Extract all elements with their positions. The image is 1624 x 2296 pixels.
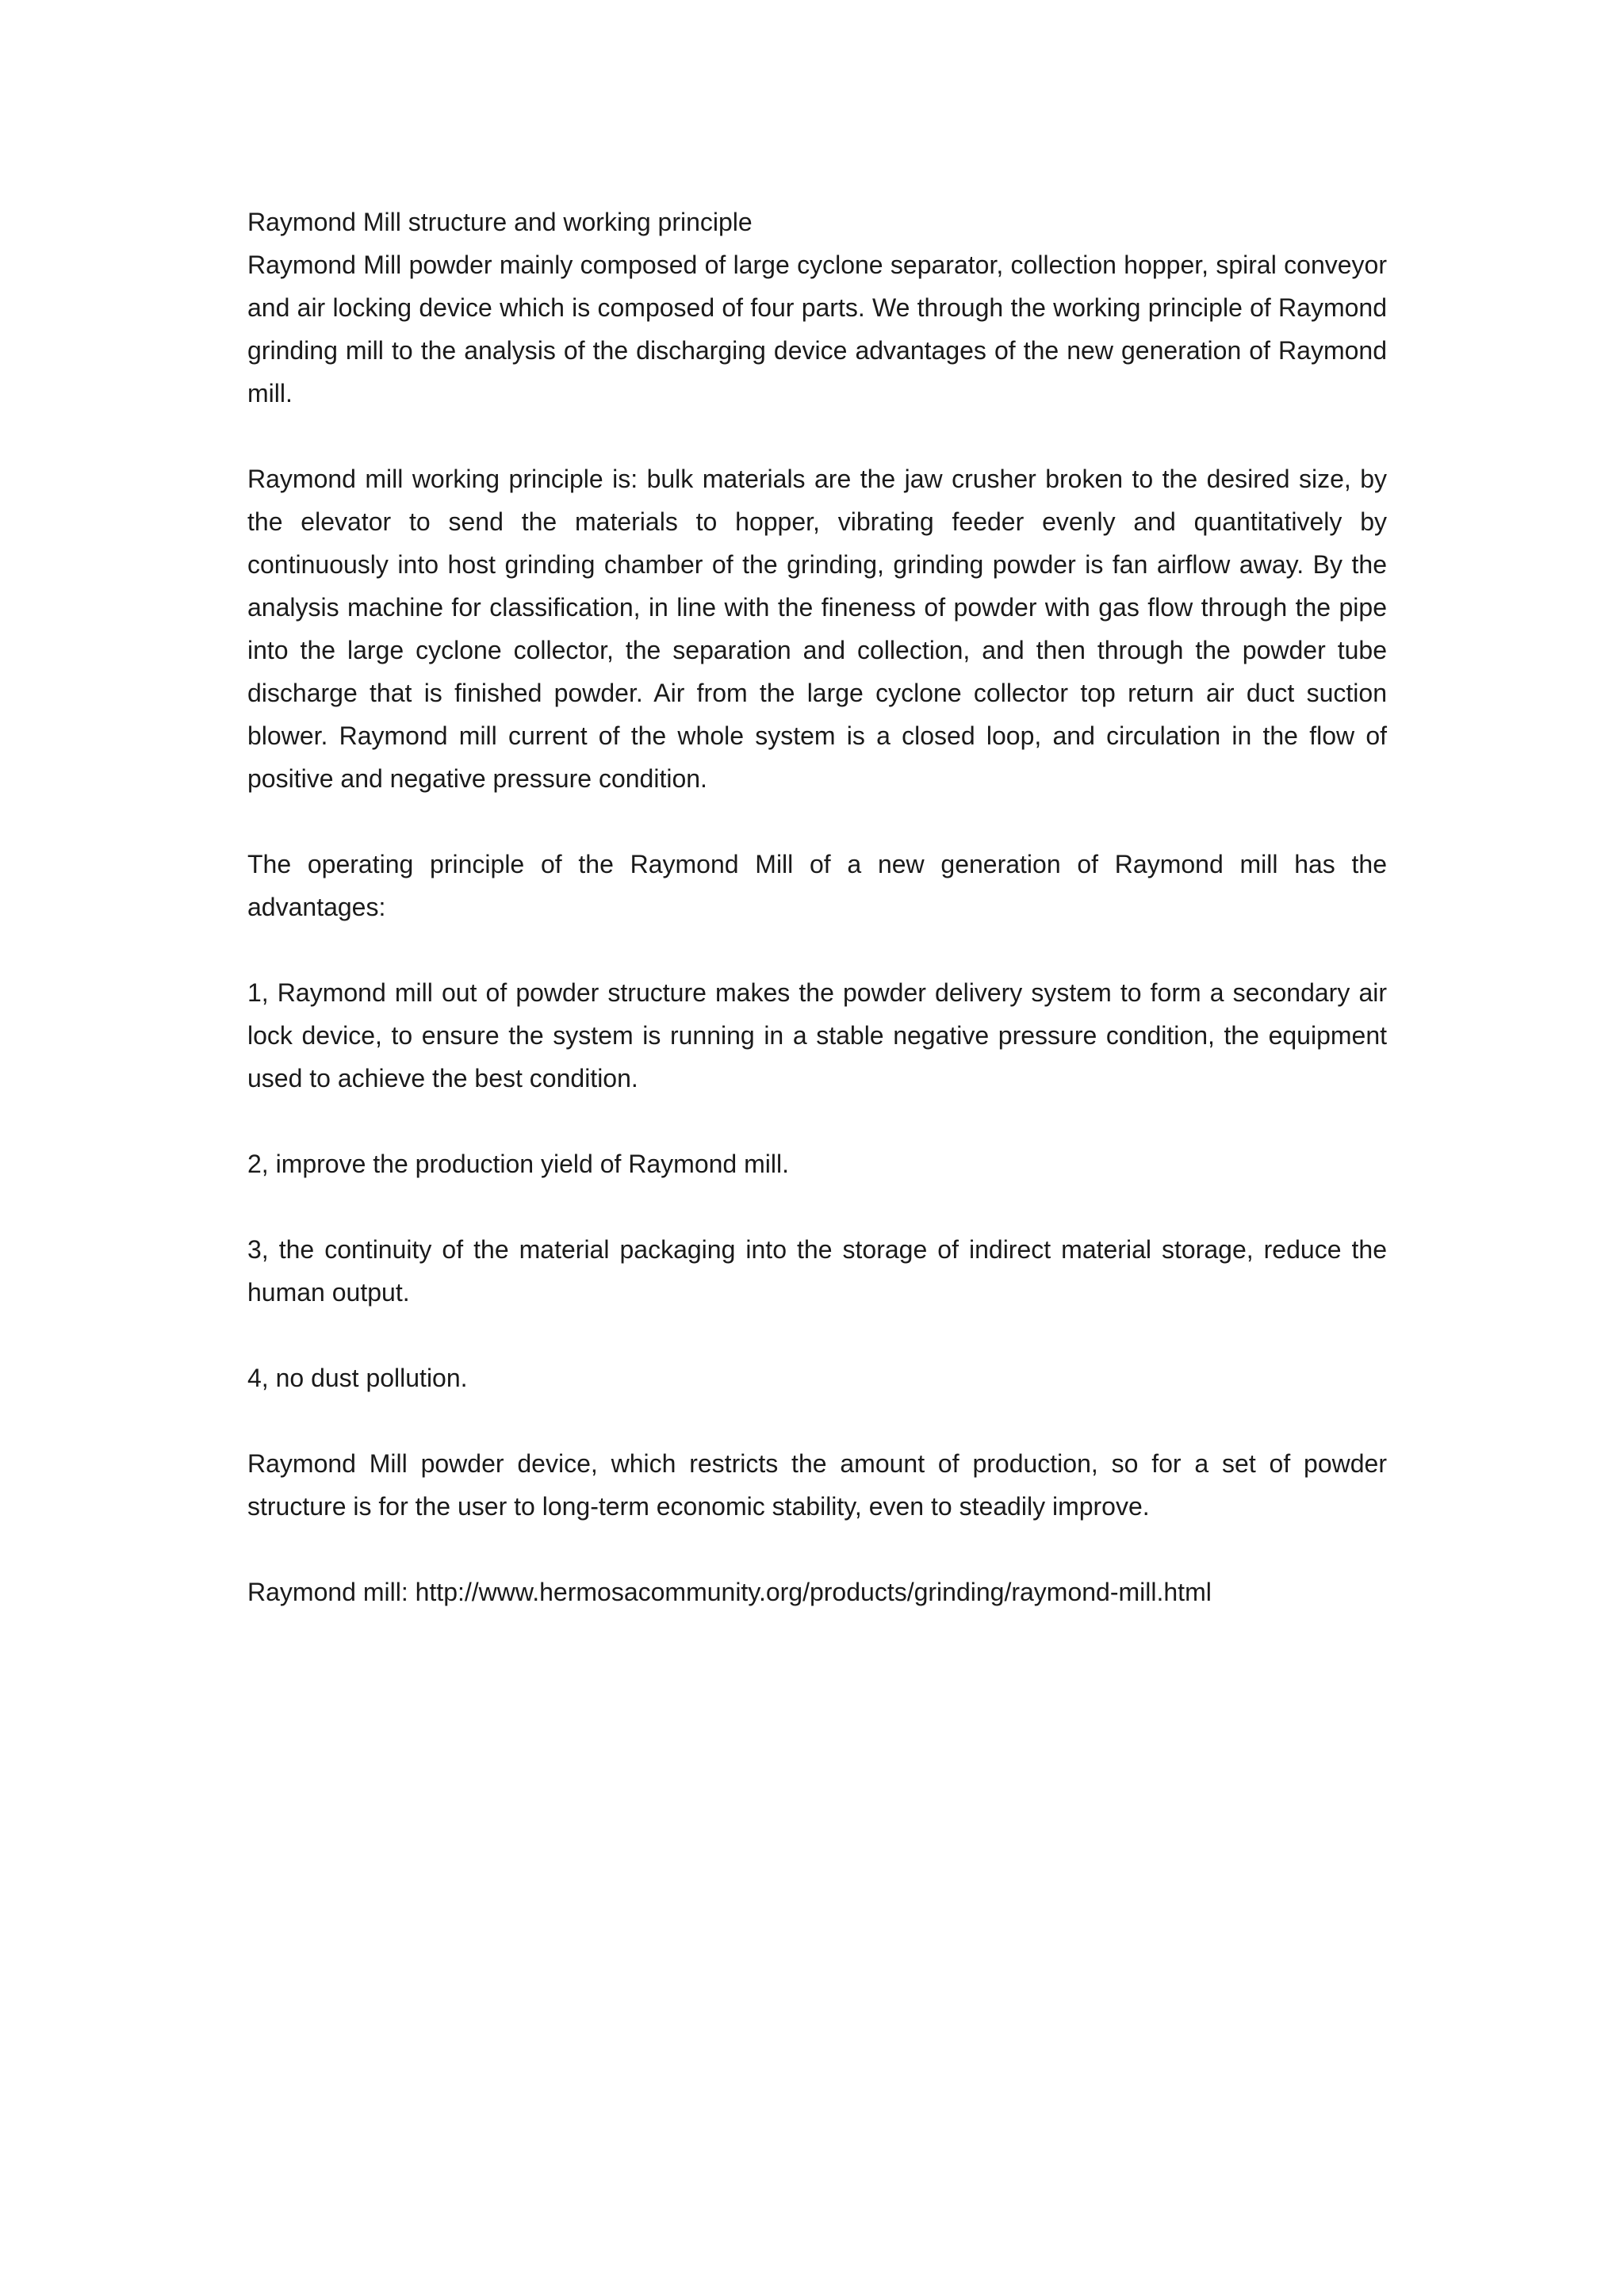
advantage-item-3: 3, the continuity of the material packaging into the storage of indirect material storage, reduce the human output.	[247, 1235, 1387, 1307]
document-body	[247, 201, 1387, 1613]
advantage-item-4: 4, no dust pollution.	[247, 1364, 468, 1392]
reference-link-line: Raymond mill: http://www.hermosacommunity.org/products/grinding/raymond-mill.html	[247, 1578, 1212, 1606]
advantage-item-1: 1, Raymond mill out of powder structure makes the powder delivery system to form a secondary air lock device, to ensure the system is running in a stable negative pressure condition, the equipment used to achieve the best condition.	[247, 978, 1387, 1093]
document-title: Raymond Mill structure and working principle	[247, 208, 753, 236]
paragraph-advantages-intro: The operating principle of the Raymond Mill of a new generation of Raymond mill has the advantages:	[247, 850, 1387, 921]
paragraph-working-principle: Raymond mill working principle is: bulk materials are the jaw crusher broken to the desired size, by the elevator to send the materials to hopper, vibrating feeder evenly and quantitatively by continuously into host grinding chamber of the grinding, grinding powder is fan airflow away. By the analysis machine for classification, in line with the fineness of powder with gas flow through the pipe into the large cyclone collector, the separation and collection, and then through the powder tube discharge that is finished powder. Air from the large cyclone collector top return air duct suction blower. Raymond mill current of the whole system is a closed loop, and circulation in the flow of positive and negative pressure condition.	[247, 465, 1387, 793]
paragraph-conclusion: Raymond Mill powder device, which restricts the amount of production, so for a set of powder structure is for the user to long-term economic stability, even to steadily improve.	[247, 1449, 1387, 1521]
advantage-item-2: 2, improve the production yield of Raymond mill.	[247, 1150, 789, 1178]
paragraph-structure: Raymond Mill powder mainly composed of large cyclone separator, collection hopper, spiral conveyor and air locking device which is composed of four parts. We through the working principle of Raymond grinding mill to the analysis of the discharging device advantages of the new generation of Raymond mill.	[247, 251, 1387, 408]
